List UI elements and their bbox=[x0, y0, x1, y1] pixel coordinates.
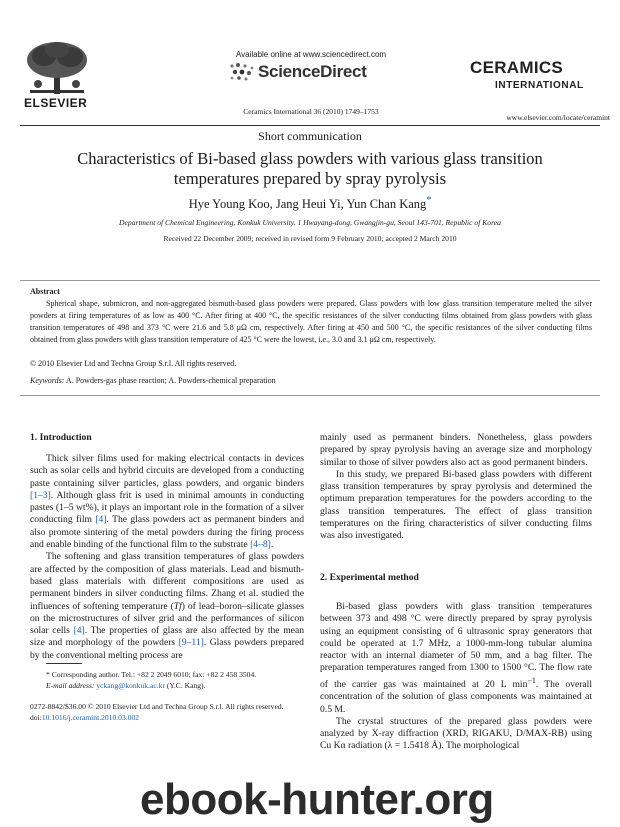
abstract-body bbox=[30, 298, 592, 346]
email-link[interactable]: yckang@konkuk.ac.kr bbox=[96, 681, 165, 690]
paragraph bbox=[30, 453, 304, 551]
issn-copyright: 0272-8842/$36.00 © 2010 Elsevier Ltd and Techna Group S.r.l. All rights reserved. bbox=[30, 702, 284, 711]
corresponding-author-link[interactable]: * bbox=[426, 195, 432, 206]
citation-link[interactable]: [1–3] bbox=[30, 489, 51, 501]
author-list bbox=[0, 195, 620, 212]
abstract-heading: Abstract bbox=[30, 287, 60, 296]
journal-reference: Ceramics International 36 (2010) 1749–1753 bbox=[243, 107, 379, 116]
author-affiliation: Department of Chemical Engineering, Konkuk University, 1 Hwayang-dong, Gwangjin-gu, Seoul 143-701, Republic of Korea bbox=[119, 218, 501, 227]
citation-link[interactable]: [4] bbox=[73, 625, 85, 637]
paragraph-text: . Although glass frit is used in minimal amounts in conducting pastes (1–5 wt%), it plays an important role in the formation of a silver conducting film bbox=[30, 489, 304, 526]
citation-link[interactable]: [4–8] bbox=[250, 539, 271, 551]
sciencedirect-logo[interactable] bbox=[228, 60, 398, 84]
keywords-label: Keywords: bbox=[30, 376, 65, 385]
paragraph: In this study, we prepared Bi-based glass powders with different glass transition temperatures by spray pyrolysis and determined the optimum preparation temperatures for the powders according to the glass transition temperatures. The effect of glass transition temperatures on the firing characteristics of silver conducting films was also investigated. bbox=[320, 468, 592, 542]
paragraph bbox=[30, 551, 304, 662]
citation-link[interactable]: [4] bbox=[95, 514, 107, 526]
paragraph-text: ) of lead–boron–silicate glasses on the microstructures of silver grid and the performances of silicon solar cells bbox=[30, 600, 305, 637]
keywords-values: A. Powders-gas phase reaction; A. Powders-chemical preparation bbox=[64, 376, 276, 385]
paragraph-text: The softening and glass transition temperatures of glass powders are affected by the composition of glass materials. Lead and bismuth-based glass materials with different compositions are used as permanent binders in silver conducting films. Zhang et al. studied the influences of softening temperature ( bbox=[30, 551, 304, 612]
article-section-type: Short communication bbox=[258, 129, 362, 143]
paragraph-text: . The properties of glass are also affected by the mean size and morphology of the powders bbox=[30, 625, 304, 649]
email-label: E-mail address: bbox=[46, 681, 97, 690]
corresponding-author-footnote bbox=[46, 669, 306, 691]
abstract-bottom-divider bbox=[20, 395, 600, 396]
available-online-text[interactable]: Available online at www.sciencedirect.com bbox=[235, 50, 387, 59]
left-column bbox=[30, 453, 304, 662]
paragraph-text: Bi-based glass powders with glass transition temperatures between 373 and 498 °C were directly prepared by spray pyrolysis using an equipment consisting of 6 ultrasonic spray generators that could be operated at 1.7 MHz, a 1000-mm-long tubular alumina reactor with an internal diameter of 50 mm, and a bag filter. The preparation temperatures ranged from 1300 to 1500 °C. The flow rate of the carrier gas was maintained at 20 L min bbox=[320, 601, 592, 690]
abstract-copyright: © 2010 Elsevier Ltd and Techna Group S.r.l. All rights reserved. bbox=[30, 359, 237, 368]
symbol-tf: Tf bbox=[173, 600, 182, 612]
section-heading-experimental: 2. Experimental method bbox=[320, 572, 419, 583]
paragraph-text: Thick silver films used for making electrical contacts in devices such as solar cells and hybrid circuits are developed from a conducting paste containing silver particles, glass powders, and organic binders bbox=[30, 453, 304, 489]
abstract-top-divider bbox=[20, 280, 600, 281]
footnote-contact: * Corresponding author. Tel.: +82 2 2049 6010; fax: +82 2 458 3504. bbox=[46, 670, 257, 679]
citation-link[interactable]: [9–11] bbox=[178, 637, 204, 649]
right-column-bottom bbox=[320, 601, 592, 753]
received-dates: Received 22 December 2009; received in revised form 9 February 2010; accepted 2 March 2010 bbox=[163, 234, 457, 243]
email-suffix: (Y.C. Kang). bbox=[164, 681, 206, 690]
paper-title: Characteristics of Bi-based glass powders with various glass transition temperatures prepared by spray pyrolysis bbox=[77, 149, 543, 188]
paragraph-text: . The overall concentration of the solution of glass components was maintained at 0.5 M. bbox=[320, 678, 592, 715]
abstract-text: Spherical shape, submicron, and non-aggregated bismuth-based glass powders were prepared. Glass powders with low glass transition temperature melted the silver powders at firing temperatures of as low as 400 °C. After firing at 400 °C, the specific resistances of the silver conducting films obtained from glass powders with glass transition temperatures of 498 and 373 °C were 21.6 and 5.8 μΩ cm, respectively. After firing at 450 and 500 °C, the specific resistances of the silver conducting films obtained from glass powders with glass transition temperature of 425 °C were the lowest, i.e., 3.0 and 3.1 μΩ cm, respectively. bbox=[30, 299, 592, 345]
doi-label: doi: bbox=[30, 713, 42, 722]
publisher-name: ELSEVIER bbox=[24, 96, 88, 110]
sciencedirect-wordmark: ScienceDirect bbox=[258, 62, 367, 81]
page-footer bbox=[30, 701, 350, 723]
section-heading-introduction: 1. Introduction bbox=[30, 432, 92, 443]
right-column-top bbox=[320, 432, 592, 543]
journal-logo-subtitle: INTERNATIONAL bbox=[495, 80, 584, 91]
author-names: Hye Young Koo, Jang Heui Yi, Yun Chan Kang bbox=[188, 197, 427, 212]
sciencedirect-dots-icon bbox=[228, 62, 256, 82]
doi-link[interactable]: 10.1016/j.ceramint.2010.03.002 bbox=[41, 713, 140, 722]
journal-url-link[interactable]: www.elsevier.com/locate/ceramint bbox=[506, 113, 610, 122]
paragraph: The crystal structures of the prepared glass powders were analyzed by X-ray diffraction (XRD, RIGAKU, D/MAX-RB) using Cu Kα radiation (λ = 1.5418 Å). The morphological bbox=[320, 715, 592, 752]
superscript: −1 bbox=[527, 675, 536, 685]
paragraph-text: . bbox=[270, 539, 274, 551]
footnote-divider bbox=[46, 663, 82, 664]
paragraph-text: . Glass powders prepared by the conventional melting process are bbox=[30, 637, 304, 661]
header-divider bbox=[20, 125, 600, 126]
watermark-text: ebook-hunter.org bbox=[140, 775, 494, 824]
paragraph-text: . The glass powders act as permanent binders and also promote sintering of the metal powders during the firing process and enable binding of the functional film to the substrate bbox=[30, 514, 304, 551]
paragraph bbox=[320, 601, 592, 716]
journal-logo-title: CERAMICS bbox=[470, 58, 564, 77]
paragraph: mainly used as permanent binders. Nonetheless, glass powders prepared by spray pyrolysis having an average size and morphology similar to those of silver powders also act as good permanent binders. bbox=[320, 432, 592, 468]
keywords bbox=[30, 376, 276, 385]
